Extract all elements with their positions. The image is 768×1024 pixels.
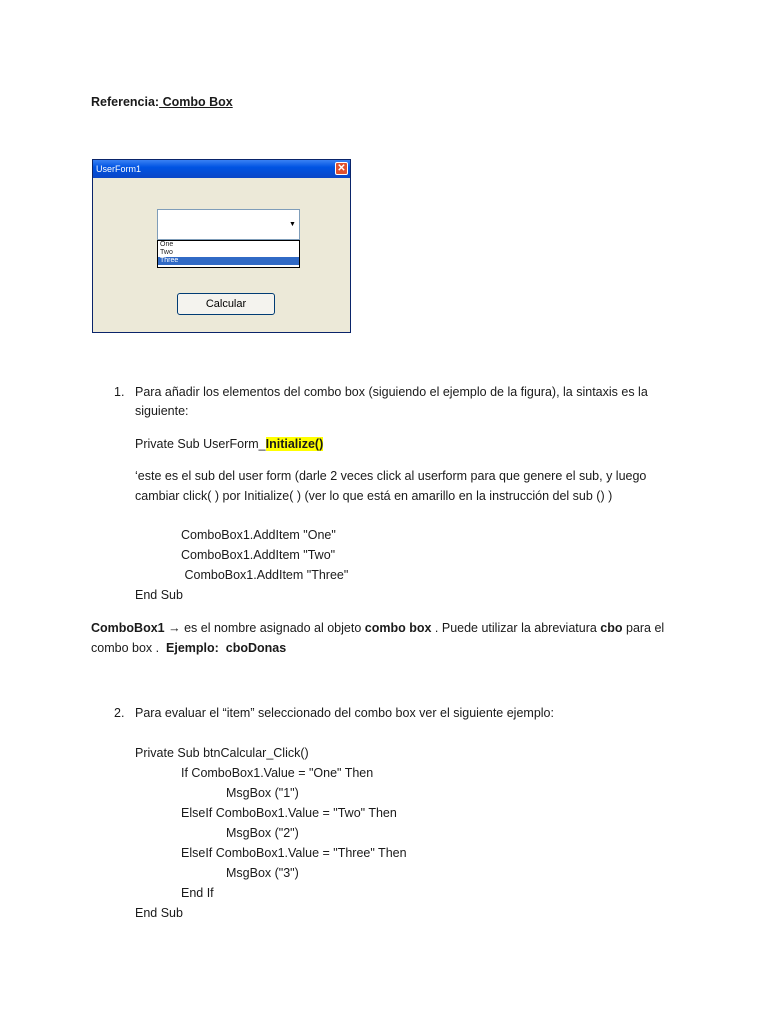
code-line: Private Sub btnCalcular_Click() [135, 746, 309, 760]
userform-window [92, 159, 351, 333]
note-line2 [91, 638, 286, 658]
userform-title: UserForm1 [96, 164, 142, 174]
note-line2-text: combo box . [91, 641, 167, 655]
code-line: ElseIf ComboBox1.Value = "Two" Then [181, 806, 397, 820]
arrow-icon: → [164, 621, 185, 635]
comment-line1: ‘este es el sub del user form (darle 2 veces click al userform para que genere el sub, y luego [135, 469, 647, 483]
reference-heading [91, 92, 233, 112]
combo-box[interactable] [157, 209, 300, 240]
chevron-down-icon[interactable]: ▼ [287, 211, 298, 238]
note-text2: . Puede utilizar la abreviatura [431, 621, 601, 635]
reference-label: Referencia: [91, 95, 160, 109]
code-line: ComboBox1.AddItem "One" [181, 528, 336, 542]
code-line: MsgBox ("2") [226, 826, 299, 840]
note-bold1: combo box [364, 621, 432, 635]
note-line1 [91, 618, 664, 638]
calcular-button[interactable]: Calcular [177, 293, 275, 315]
list-number-1: 1. [114, 385, 125, 399]
note-term: ComboBox1 [91, 621, 165, 635]
note-bold2: cbo [600, 621, 623, 635]
code-line: If ComboBox1.Value = "One" Then [181, 766, 374, 780]
code-line: End If [181, 886, 214, 900]
code-line: End Sub [135, 906, 183, 920]
dropdown-item-one[interactable]: One [160, 241, 174, 248]
dropdown-item-three[interactable]: Three [158, 257, 299, 265]
code-end-sub: End Sub [135, 588, 183, 602]
section2-intro: Para evaluar el “item” seleccionado del combo box ver el siguiente ejemplo: [135, 706, 554, 720]
combo-box-link: Combo Box [159, 95, 233, 109]
code-line: MsgBox ("3") [226, 866, 299, 880]
section1-intro-line2: siguiente: [135, 404, 189, 418]
dropdown-item-two[interactable]: Two [160, 249, 173, 256]
note-example: Ejemplo: cboDonas [166, 641, 287, 655]
sub-declaration [135, 434, 323, 454]
code-line: ComboBox1.AddItem "Two" [181, 548, 336, 562]
code-line: ElseIf ComboBox1.Value = "Three" Then [181, 846, 407, 860]
section1-intro-line1: Para añadir los elementos del combo box (siguiendo el ejemplo de la figura), la sintaxis es la [135, 385, 648, 399]
sub-prefix: Private Sub UserForm_ [135, 437, 266, 451]
close-icon[interactable]: ✕ [335, 162, 348, 175]
userform-titlebar [93, 160, 350, 178]
comment-line2: cambiar click( ) por Initialize( ) (ver lo que está en amarillo en la instrucción del sub () ) [135, 489, 613, 503]
code-line: ComboBox1.AddItem "Three" [181, 568, 349, 582]
combo-dropdown-list [157, 240, 300, 268]
sub-highlight: Initialize() [265, 437, 324, 451]
list-number-2: 2. [114, 706, 125, 720]
code-line: MsgBox ("1") [226, 786, 299, 800]
note-text1: es el nombre asignado al objeto [184, 621, 365, 635]
note-text3: para el [622, 621, 665, 635]
